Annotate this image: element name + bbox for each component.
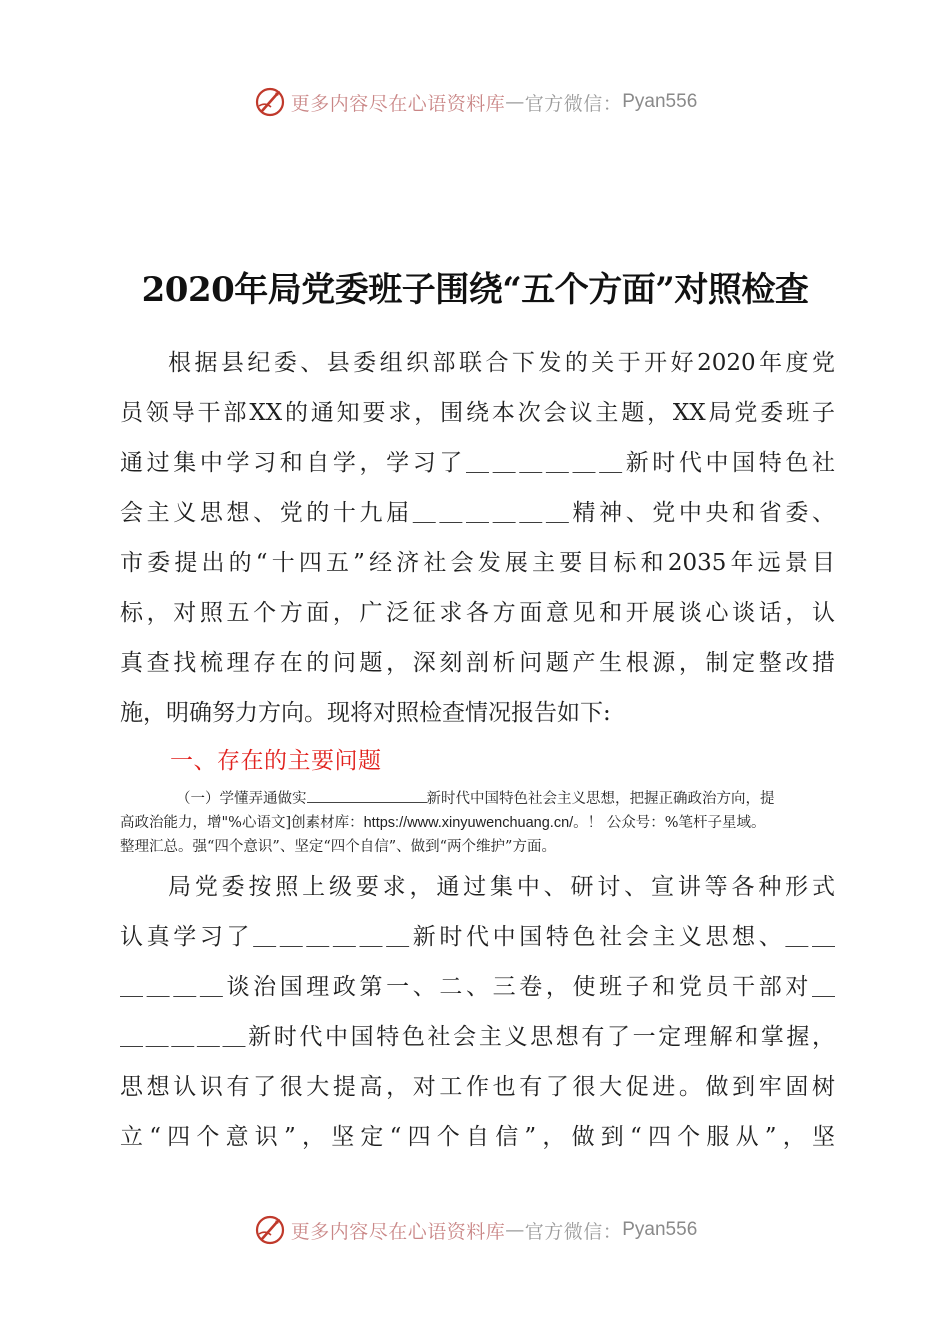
- paragraph-line: 员领导干部XX的通知要求，围绕本次会议主题，XX局党委班子: [120, 400, 835, 426]
- subsection-line: 整理汇总。强“四个意识”、坚定“四个自信”、做到“两个维护”方面。: [120, 839, 556, 855]
- paragraph-line: 标，对照五个方面，广泛征求各方面意见和开展谈心谈话，认: [120, 600, 835, 626]
- paragraph-line: 通过集中学习和自学，学习了＿＿＿＿＿＿新时代中国特色社: [120, 450, 835, 476]
- pen-logo-icon: [253, 85, 287, 119]
- subsection-url: https://www.xinyuwenchuang.cn/: [363, 815, 574, 831]
- intro-paragraph: [120, 338, 835, 738]
- pen-logo-icon: [253, 1213, 287, 1247]
- blank-underline: [307, 788, 427, 803]
- banner-wechat-id: Pyan556: [622, 91, 698, 112]
- section-heading: 一、存在的主要问题: [170, 748, 382, 774]
- banner-wechat-label: 官方微信：: [524, 92, 623, 115]
- banner-dash: —: [505, 1219, 525, 1241]
- subsection-line: [120, 787, 835, 811]
- paragraph-line: 市委提出的“十四五”经济社会发展主要目标和2035年远景目: [120, 550, 835, 576]
- paragraph-line: 根据县纪委、县委组织部联合下发的关于开好2020年度党: [168, 350, 835, 376]
- body-paragraph: [120, 862, 835, 1162]
- document-title: 2020年局党委班子围绕“五个方面”对照检查: [141, 270, 809, 310]
- footer-banner: [0, 1206, 950, 1254]
- paragraph-line: ＿＿＿＿谈治国理政第一、二、三卷，使班子和党员干部对＿: [120, 974, 835, 1000]
- banner-library-text: 更多内容尽在心语资料库: [290, 1220, 506, 1243]
- subsection-text-a: 高政治能力，增"%心语文]创素材库：: [120, 815, 364, 831]
- paragraph-line: 真查找梳理存在的问题，深刻剖析问题产生根源，制定整改措: [120, 650, 835, 676]
- banner-dash: —: [505, 91, 525, 113]
- banner-library-text: 更多内容尽在心语资料库: [290, 92, 506, 115]
- header-banner: [0, 78, 950, 126]
- subsection-text-b: 。！ 公众号：%笔杆子星域。: [573, 815, 766, 831]
- subsection-prefix: （一）学懂弄通做实: [176, 791, 307, 807]
- paragraph-line: ＿＿＿＿＿新时代中国特色社会主义思想有了一定理解和掌握，: [120, 1024, 835, 1050]
- subsection-suffix: 新时代中国特色社会主义思想，把握正确政治方向，提: [426, 791, 775, 807]
- paragraph-line: 施，明确努力方向。现将对照检查情况报告如下:: [120, 700, 611, 726]
- subsection-line: [120, 811, 835, 835]
- paragraph-line: 立“四个意识”，坚定“四个自信”，做到“四个服从”，坚: [120, 1124, 835, 1150]
- paragraph-line: 局党委按照上级要求，通过集中、研讨、宣讲等各种形式: [168, 874, 835, 900]
- paragraph-line: 思想认识有了很大提高，对工作也有了很大促进。做到牢固树: [120, 1074, 835, 1100]
- paragraph-line: 会主义思想、党的十九届＿＿＿＿＿＿精神、党中央和省委、: [120, 500, 835, 526]
- banner-wechat-label: 官方微信：: [524, 1220, 623, 1243]
- subsection-text: [120, 787, 835, 859]
- paragraph-line: 认真学习了＿＿＿＿＿＿新时代中国特色社会主义思想、＿＿: [120, 924, 835, 950]
- banner-wechat-id: Pyan556: [622, 1219, 698, 1240]
